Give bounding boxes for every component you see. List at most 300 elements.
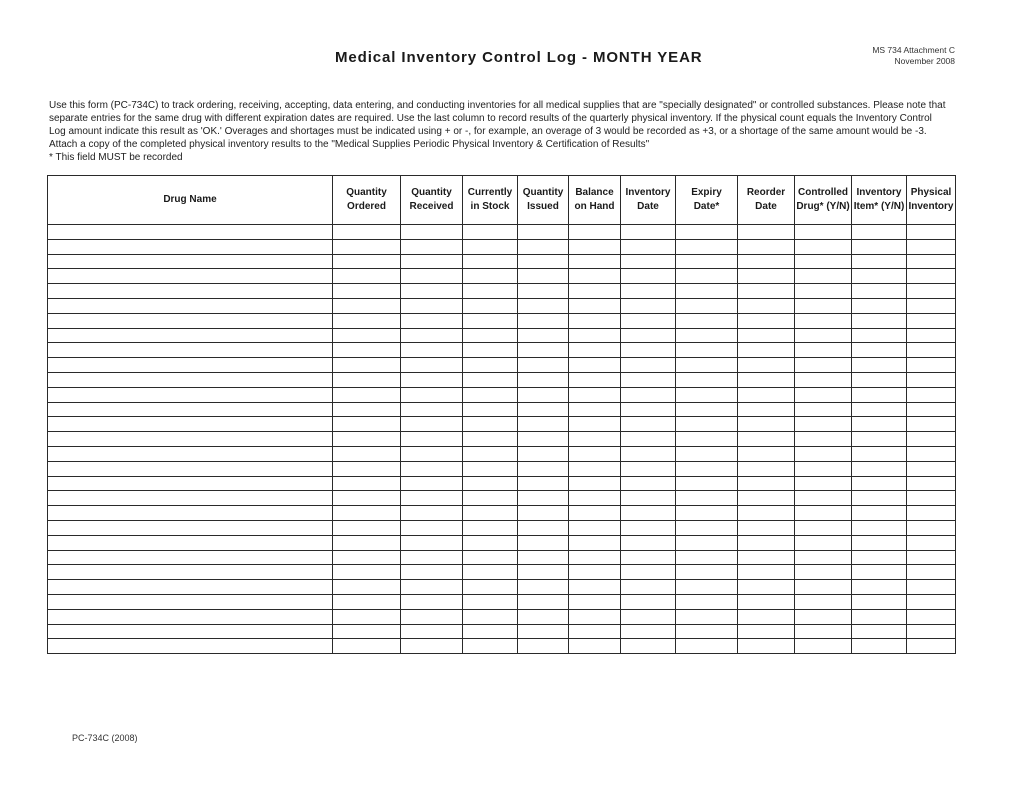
table-cell[interactable]	[852, 609, 907, 624]
table-cell[interactable]	[463, 550, 518, 565]
table-cell[interactable]	[48, 432, 333, 447]
table-cell[interactable]	[907, 284, 956, 299]
table-cell[interactable]	[795, 225, 852, 240]
table-cell[interactable]	[463, 491, 518, 506]
table-cell[interactable]	[907, 609, 956, 624]
table-cell[interactable]	[333, 609, 401, 624]
table-cell[interactable]	[401, 402, 463, 417]
table-cell[interactable]	[621, 506, 676, 521]
table-cell[interactable]	[333, 328, 401, 343]
table-cell[interactable]	[463, 343, 518, 358]
table-cell[interactable]	[518, 284, 569, 299]
table-cell[interactable]	[852, 432, 907, 447]
table-cell[interactable]	[852, 254, 907, 269]
table-cell[interactable]	[518, 417, 569, 432]
table-cell[interactable]	[795, 446, 852, 461]
table-cell[interactable]	[852, 387, 907, 402]
table-cell[interactable]	[907, 225, 956, 240]
table-cell[interactable]	[48, 298, 333, 313]
table-cell[interactable]	[621, 520, 676, 535]
table-cell[interactable]	[463, 520, 518, 535]
table-cell[interactable]	[333, 269, 401, 284]
table-cell[interactable]	[738, 402, 795, 417]
table-cell[interactable]	[401, 328, 463, 343]
table-cell[interactable]	[518, 639, 569, 654]
table-cell[interactable]	[569, 269, 621, 284]
table-cell[interactable]	[333, 284, 401, 299]
table-cell[interactable]	[795, 639, 852, 654]
table-cell[interactable]	[907, 565, 956, 580]
table-cell[interactable]	[907, 491, 956, 506]
table-cell[interactable]	[333, 550, 401, 565]
table-cell[interactable]	[907, 269, 956, 284]
table-cell[interactable]	[852, 328, 907, 343]
table-cell[interactable]	[795, 239, 852, 254]
table-cell[interactable]	[676, 639, 738, 654]
table-cell[interactable]	[738, 624, 795, 639]
table-cell[interactable]	[48, 506, 333, 521]
table-cell[interactable]	[738, 461, 795, 476]
table-cell[interactable]	[333, 432, 401, 447]
table-cell[interactable]	[676, 520, 738, 535]
table-cell[interactable]	[463, 565, 518, 580]
table-cell[interactable]	[795, 491, 852, 506]
table-cell[interactable]	[463, 446, 518, 461]
table-cell[interactable]	[401, 565, 463, 580]
table-cell[interactable]	[795, 328, 852, 343]
table-cell[interactable]	[48, 402, 333, 417]
table-cell[interactable]	[518, 550, 569, 565]
table-cell[interactable]	[738, 580, 795, 595]
table-cell[interactable]	[401, 609, 463, 624]
table-cell[interactable]	[401, 313, 463, 328]
table-cell[interactable]	[333, 476, 401, 491]
table-cell[interactable]	[621, 269, 676, 284]
table-cell[interactable]	[738, 269, 795, 284]
table-cell[interactable]	[333, 358, 401, 373]
table-cell[interactable]	[795, 313, 852, 328]
table-cell[interactable]	[907, 461, 956, 476]
table-cell[interactable]	[795, 580, 852, 595]
table-cell[interactable]	[738, 550, 795, 565]
table-cell[interactable]	[676, 254, 738, 269]
table-cell[interactable]	[333, 402, 401, 417]
table-cell[interactable]	[907, 550, 956, 565]
table-cell[interactable]	[907, 402, 956, 417]
table-cell[interactable]	[676, 225, 738, 240]
table-cell[interactable]	[738, 298, 795, 313]
table-cell[interactable]	[795, 269, 852, 284]
table-cell[interactable]	[621, 298, 676, 313]
table-cell[interactable]	[518, 269, 569, 284]
table-cell[interactable]	[333, 594, 401, 609]
table-cell[interactable]	[852, 298, 907, 313]
table-cell[interactable]	[852, 594, 907, 609]
table-cell[interactable]	[463, 580, 518, 595]
table-cell[interactable]	[738, 639, 795, 654]
table-cell[interactable]	[621, 284, 676, 299]
table-cell[interactable]	[907, 239, 956, 254]
table-cell[interactable]	[621, 372, 676, 387]
table-cell[interactable]	[795, 535, 852, 550]
table-cell[interactable]	[518, 491, 569, 506]
table-cell[interactable]	[569, 402, 621, 417]
table-cell[interactable]	[333, 239, 401, 254]
table-cell[interactable]	[48, 624, 333, 639]
table-cell[interactable]	[48, 609, 333, 624]
table-cell[interactable]	[676, 372, 738, 387]
table-cell[interactable]	[676, 358, 738, 373]
table-cell[interactable]	[852, 535, 907, 550]
table-cell[interactable]	[676, 624, 738, 639]
table-cell[interactable]	[569, 535, 621, 550]
table-cell[interactable]	[463, 328, 518, 343]
table-cell[interactable]	[852, 239, 907, 254]
table-cell[interactable]	[401, 432, 463, 447]
table-cell[interactable]	[569, 387, 621, 402]
table-cell[interactable]	[518, 358, 569, 373]
table-cell[interactable]	[795, 550, 852, 565]
table-cell[interactable]	[333, 506, 401, 521]
table-cell[interactable]	[518, 506, 569, 521]
table-cell[interactable]	[852, 624, 907, 639]
table-cell[interactable]	[48, 372, 333, 387]
table-cell[interactable]	[621, 609, 676, 624]
table-cell[interactable]	[676, 550, 738, 565]
table-cell[interactable]	[463, 417, 518, 432]
table-cell[interactable]	[333, 624, 401, 639]
table-cell[interactable]	[907, 417, 956, 432]
table-cell[interactable]	[333, 254, 401, 269]
table-cell[interactable]	[738, 432, 795, 447]
table-cell[interactable]	[676, 269, 738, 284]
table-cell[interactable]	[48, 446, 333, 461]
table-cell[interactable]	[48, 565, 333, 580]
table-cell[interactable]	[569, 313, 621, 328]
table-cell[interactable]	[401, 506, 463, 521]
table-cell[interactable]	[907, 298, 956, 313]
table-cell[interactable]	[333, 639, 401, 654]
table-cell[interactable]	[333, 491, 401, 506]
table-cell[interactable]	[621, 239, 676, 254]
table-cell[interactable]	[463, 387, 518, 402]
table-cell[interactable]	[333, 417, 401, 432]
table-cell[interactable]	[463, 432, 518, 447]
table-cell[interactable]	[795, 284, 852, 299]
table-cell[interactable]	[907, 432, 956, 447]
table-cell[interactable]	[621, 387, 676, 402]
table-cell[interactable]	[569, 446, 621, 461]
table-cell[interactable]	[738, 417, 795, 432]
table-cell[interactable]	[907, 372, 956, 387]
table-cell[interactable]	[907, 535, 956, 550]
table-cell[interactable]	[48, 328, 333, 343]
table-cell[interactable]	[852, 417, 907, 432]
table-cell[interactable]	[401, 446, 463, 461]
table-cell[interactable]	[852, 313, 907, 328]
table-cell[interactable]	[676, 446, 738, 461]
table-cell[interactable]	[621, 313, 676, 328]
table-cell[interactable]	[333, 298, 401, 313]
table-cell[interactable]	[401, 343, 463, 358]
table-cell[interactable]	[401, 225, 463, 240]
table-cell[interactable]	[333, 372, 401, 387]
table-cell[interactable]	[48, 550, 333, 565]
table-cell[interactable]	[852, 476, 907, 491]
table-cell[interactable]	[463, 225, 518, 240]
table-cell[interactable]	[676, 565, 738, 580]
table-cell[interactable]	[676, 491, 738, 506]
table-cell[interactable]	[676, 284, 738, 299]
table-cell[interactable]	[907, 476, 956, 491]
table-cell[interactable]	[48, 239, 333, 254]
table-cell[interactable]	[463, 298, 518, 313]
table-cell[interactable]	[569, 225, 621, 240]
table-cell[interactable]	[401, 594, 463, 609]
table-cell[interactable]	[569, 476, 621, 491]
table-cell[interactable]	[48, 313, 333, 328]
table-cell[interactable]	[333, 520, 401, 535]
table-cell[interactable]	[676, 402, 738, 417]
table-cell[interactable]	[621, 461, 676, 476]
table-cell[interactable]	[569, 358, 621, 373]
table-cell[interactable]	[907, 594, 956, 609]
table-cell[interactable]	[795, 343, 852, 358]
table-cell[interactable]	[518, 328, 569, 343]
table-cell[interactable]	[569, 328, 621, 343]
table-cell[interactable]	[621, 402, 676, 417]
table-cell[interactable]	[621, 417, 676, 432]
table-cell[interactable]	[907, 254, 956, 269]
table-cell[interactable]	[676, 535, 738, 550]
table-cell[interactable]	[518, 298, 569, 313]
table-cell[interactable]	[852, 565, 907, 580]
table-cell[interactable]	[621, 624, 676, 639]
table-cell[interactable]	[518, 239, 569, 254]
table-cell[interactable]	[676, 387, 738, 402]
table-cell[interactable]	[676, 461, 738, 476]
table-cell[interactable]	[676, 506, 738, 521]
table-cell[interactable]	[907, 328, 956, 343]
table-cell[interactable]	[48, 358, 333, 373]
table-cell[interactable]	[738, 358, 795, 373]
table-cell[interactable]	[676, 343, 738, 358]
table-cell[interactable]	[795, 624, 852, 639]
table-cell[interactable]	[852, 284, 907, 299]
table-cell[interactable]	[48, 417, 333, 432]
table-cell[interactable]	[738, 372, 795, 387]
table-cell[interactable]	[48, 520, 333, 535]
table-cell[interactable]	[518, 565, 569, 580]
table-cell[interactable]	[401, 298, 463, 313]
table-cell[interactable]	[676, 239, 738, 254]
table-cell[interactable]	[852, 402, 907, 417]
table-cell[interactable]	[518, 225, 569, 240]
table-cell[interactable]	[676, 417, 738, 432]
table-cell[interactable]	[621, 550, 676, 565]
table-cell[interactable]	[907, 358, 956, 373]
table-cell[interactable]	[621, 343, 676, 358]
table-cell[interactable]	[621, 580, 676, 595]
table-cell[interactable]	[738, 225, 795, 240]
table-cell[interactable]	[518, 461, 569, 476]
table-cell[interactable]	[907, 387, 956, 402]
table-cell[interactable]	[48, 387, 333, 402]
table-cell[interactable]	[401, 491, 463, 506]
table-cell[interactable]	[795, 358, 852, 373]
table-cell[interactable]	[569, 372, 621, 387]
table-cell[interactable]	[48, 254, 333, 269]
table-cell[interactable]	[852, 520, 907, 535]
table-cell[interactable]	[621, 594, 676, 609]
table-cell[interactable]	[738, 284, 795, 299]
table-cell[interactable]	[852, 372, 907, 387]
table-cell[interactable]	[795, 402, 852, 417]
table-cell[interactable]	[401, 476, 463, 491]
table-cell[interactable]	[569, 461, 621, 476]
table-cell[interactable]	[48, 476, 333, 491]
table-cell[interactable]	[518, 535, 569, 550]
table-cell[interactable]	[518, 609, 569, 624]
table-cell[interactable]	[333, 225, 401, 240]
table-cell[interactable]	[738, 506, 795, 521]
table-cell[interactable]	[463, 372, 518, 387]
table-cell[interactable]	[621, 358, 676, 373]
table-cell[interactable]	[569, 624, 621, 639]
table-cell[interactable]	[795, 609, 852, 624]
table-cell[interactable]	[852, 580, 907, 595]
table-cell[interactable]	[738, 387, 795, 402]
table-cell[interactable]	[463, 535, 518, 550]
table-cell[interactable]	[795, 372, 852, 387]
table-cell[interactable]	[333, 535, 401, 550]
table-cell[interactable]	[738, 520, 795, 535]
table-cell[interactable]	[518, 254, 569, 269]
table-cell[interactable]	[463, 506, 518, 521]
table-cell[interactable]	[463, 639, 518, 654]
table-cell[interactable]	[738, 328, 795, 343]
table-cell[interactable]	[621, 565, 676, 580]
table-cell[interactable]	[518, 387, 569, 402]
table-cell[interactable]	[621, 535, 676, 550]
table-cell[interactable]	[852, 461, 907, 476]
table-cell[interactable]	[333, 343, 401, 358]
table-cell[interactable]	[401, 358, 463, 373]
table-cell[interactable]	[463, 239, 518, 254]
table-cell[interactable]	[569, 432, 621, 447]
table-cell[interactable]	[401, 417, 463, 432]
table-cell[interactable]	[795, 417, 852, 432]
table-cell[interactable]	[569, 520, 621, 535]
table-cell[interactable]	[738, 491, 795, 506]
table-cell[interactable]	[518, 343, 569, 358]
table-cell[interactable]	[852, 269, 907, 284]
table-cell[interactable]	[333, 387, 401, 402]
table-cell[interactable]	[795, 432, 852, 447]
table-cell[interactable]	[48, 639, 333, 654]
table-cell[interactable]	[676, 313, 738, 328]
table-cell[interactable]	[518, 372, 569, 387]
table-cell[interactable]	[463, 254, 518, 269]
table-cell[interactable]	[463, 476, 518, 491]
table-cell[interactable]	[401, 639, 463, 654]
table-cell[interactable]	[518, 313, 569, 328]
table-cell[interactable]	[48, 594, 333, 609]
table-cell[interactable]	[569, 580, 621, 595]
table-cell[interactable]	[621, 254, 676, 269]
table-cell[interactable]	[463, 624, 518, 639]
table-cell[interactable]	[333, 580, 401, 595]
table-cell[interactable]	[676, 328, 738, 343]
table-cell[interactable]	[333, 313, 401, 328]
table-cell[interactable]	[569, 239, 621, 254]
table-cell[interactable]	[518, 432, 569, 447]
table-cell[interactable]	[676, 580, 738, 595]
table-cell[interactable]	[738, 609, 795, 624]
table-cell[interactable]	[569, 298, 621, 313]
table-cell[interactable]	[401, 284, 463, 299]
table-cell[interactable]	[738, 594, 795, 609]
table-cell[interactable]	[795, 461, 852, 476]
table-cell[interactable]	[518, 580, 569, 595]
table-cell[interactable]	[621, 491, 676, 506]
table-cell[interactable]	[852, 343, 907, 358]
table-cell[interactable]	[852, 550, 907, 565]
table-cell[interactable]	[569, 284, 621, 299]
table-cell[interactable]	[463, 284, 518, 299]
table-cell[interactable]	[48, 580, 333, 595]
table-cell[interactable]	[907, 506, 956, 521]
table-cell[interactable]	[738, 476, 795, 491]
table-cell[interactable]	[795, 506, 852, 521]
table-cell[interactable]	[795, 520, 852, 535]
table-cell[interactable]	[676, 594, 738, 609]
table-cell[interactable]	[401, 535, 463, 550]
table-cell[interactable]	[907, 520, 956, 535]
table-cell[interactable]	[463, 358, 518, 373]
table-cell[interactable]	[907, 446, 956, 461]
table-cell[interactable]	[738, 254, 795, 269]
table-cell[interactable]	[48, 269, 333, 284]
table-cell[interactable]	[518, 520, 569, 535]
table-cell[interactable]	[569, 565, 621, 580]
table-cell[interactable]	[569, 417, 621, 432]
table-cell[interactable]	[569, 639, 621, 654]
table-cell[interactable]	[795, 387, 852, 402]
table-cell[interactable]	[518, 594, 569, 609]
table-cell[interactable]	[676, 609, 738, 624]
table-cell[interactable]	[333, 565, 401, 580]
table-cell[interactable]	[569, 550, 621, 565]
table-cell[interactable]	[48, 225, 333, 240]
table-cell[interactable]	[518, 402, 569, 417]
table-cell[interactable]	[401, 372, 463, 387]
table-cell[interactable]	[852, 225, 907, 240]
table-cell[interactable]	[907, 639, 956, 654]
table-cell[interactable]	[738, 535, 795, 550]
table-cell[interactable]	[738, 446, 795, 461]
table-cell[interactable]	[738, 343, 795, 358]
table-cell[interactable]	[795, 298, 852, 313]
table-cell[interactable]	[48, 284, 333, 299]
table-cell[interactable]	[852, 506, 907, 521]
table-cell[interactable]	[569, 343, 621, 358]
table-cell[interactable]	[852, 491, 907, 506]
table-cell[interactable]	[518, 446, 569, 461]
table-cell[interactable]	[676, 476, 738, 491]
table-cell[interactable]	[907, 580, 956, 595]
table-cell[interactable]	[852, 639, 907, 654]
